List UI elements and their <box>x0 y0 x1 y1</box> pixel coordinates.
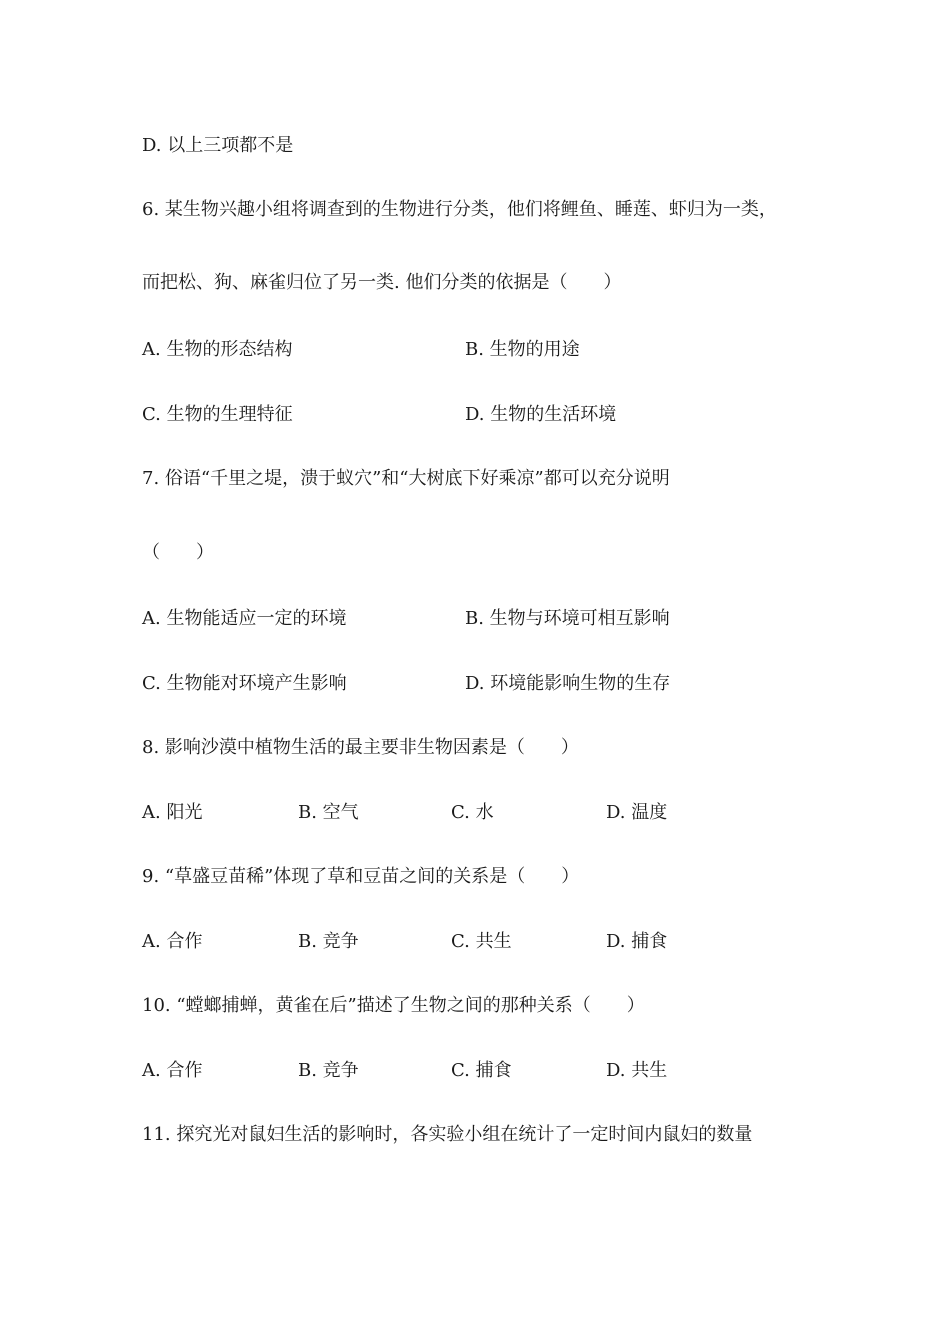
q7-stem-line1: 7. 俗语“千里之堤，溃于蚁穴”和“大树底下好乘凉”都可以充分说明 <box>142 468 670 489</box>
q9-option-d: D. 捕食 <box>606 931 668 952</box>
q8-option-b: B. 空气 <box>298 802 359 823</box>
q10-option-d: D. 共生 <box>606 1060 668 1081</box>
q10-option-c: C. 捕食 <box>451 1060 512 1081</box>
q8-option-c: C. 水 <box>451 802 494 823</box>
q9-option-a: A. 合作 <box>142 931 203 952</box>
q7-option-a: A. 生物能适应一定的环境 <box>142 608 347 629</box>
q7-option-d: D. 环境能影响生物的生存 <box>465 673 671 694</box>
q8-stem: 8. 影响沙漠中植物生活的最主要非生物因素是（ ） <box>142 737 579 758</box>
q10-option-b: B. 竞争 <box>298 1060 359 1081</box>
q6-option-d: D. 生物的生活环境 <box>465 404 617 425</box>
q9-option-b: B. 竞争 <box>298 931 359 952</box>
q6-stem-line2: 而把松、狗、麻雀归位了另一类. 他们分类的依据是（ ） <box>142 272 622 293</box>
q9-stem: 9. “草盛豆苗稀”体现了草和豆苗之间的关系是（ ） <box>142 866 580 887</box>
q8-option-a: A. 阳光 <box>142 802 203 823</box>
q5-option-d: D. 以上三项都不是 <box>142 135 294 156</box>
q6-option-a: A. 生物的形态结构 <box>142 339 293 360</box>
q10-stem: 10. “螳螂捕蝉，黄雀在后”描述了生物之间的那种关系（ ） <box>142 995 645 1016</box>
q7-stem-line2: （ ） <box>142 542 214 563</box>
q11-stem: 11. 探究光对鼠妇生活的影响时，各实验小组在统计了一定时间内鼠妇的数量 <box>142 1124 753 1145</box>
q6-option-b: B. 生物的用途 <box>465 339 580 360</box>
q10-option-a: A. 合作 <box>142 1060 203 1081</box>
q6-option-c: C. 生物的生理特征 <box>142 404 293 425</box>
q7-option-b: B. 生物与环境可相互影响 <box>465 608 670 629</box>
q7-option-c: C. 生物能对环境产生影响 <box>142 673 347 694</box>
q6-stem-line1: 6. 某生物兴趣小组将调查到的生物进行分类，他们将鲤鱼、睡莲、虾归为一类， <box>142 199 777 220</box>
q9-option-c: C. 共生 <box>451 931 512 952</box>
q8-option-d: D. 温度 <box>606 802 668 823</box>
